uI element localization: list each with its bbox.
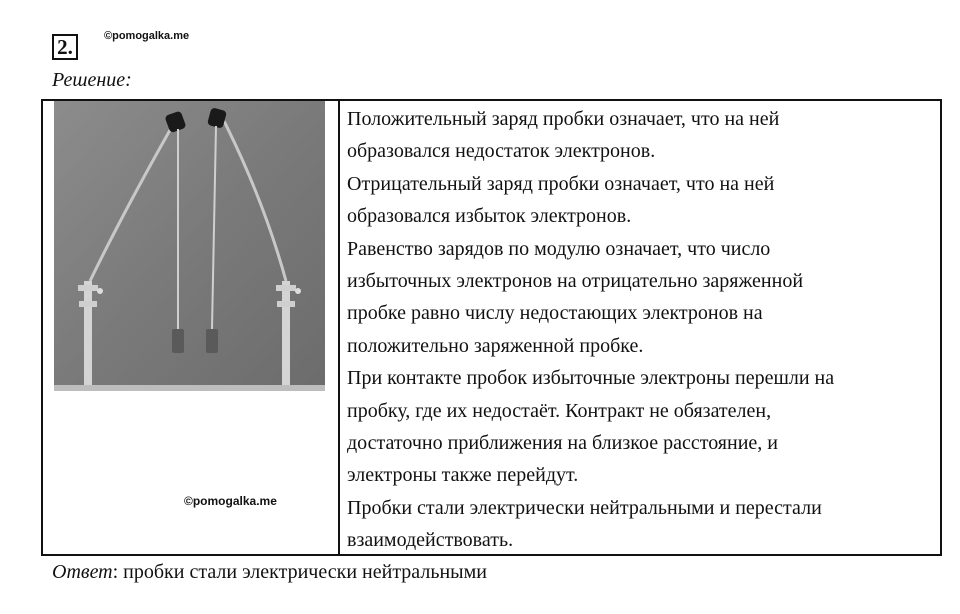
watermark-bottom: ©pomogalka.me bbox=[184, 494, 277, 508]
task-number: 2. bbox=[52, 34, 78, 60]
solution-label: Решение: bbox=[52, 69, 132, 91]
answer-label: Ответ bbox=[52, 561, 113, 583]
watermark-top: ©pomogalka.me bbox=[104, 30, 190, 42]
answer-text: : пробки стали электрически нейтральными bbox=[112, 561, 487, 583]
text-line: образовался недостаток электронов. bbox=[347, 140, 656, 163]
text-line: положительно заряженной пробке. bbox=[347, 334, 644, 357]
text-line: Равенство зарядов по модулю означает, что число bbox=[347, 237, 771, 260]
column-divider bbox=[338, 101, 340, 554]
text-line: взаимодействовать. bbox=[347, 529, 514, 552]
solution-table bbox=[41, 99, 942, 556]
text-line: пробку, где их недостаёт. Контракт не обязателен, bbox=[347, 399, 772, 422]
electroscope-photo bbox=[54, 101, 325, 391]
explanation-text bbox=[347, 103, 937, 557]
text-line: электроны также перейдут. bbox=[347, 464, 579, 487]
text-line: Отрицательный заряд пробки означает, что на ней bbox=[347, 172, 775, 195]
text-line: Пробки стали электрически нейтральными и перестали bbox=[347, 496, 822, 519]
text-line: избыточных электронов на отрицательно заряженной bbox=[347, 270, 804, 293]
answer bbox=[52, 561, 487, 584]
text-line: достаточно приближения на близкое расстояние, и bbox=[347, 432, 778, 455]
text-line: Положительный заряд пробки означает, что на ней bbox=[347, 108, 780, 130]
text-line: пробке равно числу недостающих электронов на bbox=[347, 302, 763, 325]
text-line: образовался избыток электронов. bbox=[347, 205, 632, 228]
text-line: При контакте пробок избыточные электроны перешли на bbox=[347, 367, 835, 390]
